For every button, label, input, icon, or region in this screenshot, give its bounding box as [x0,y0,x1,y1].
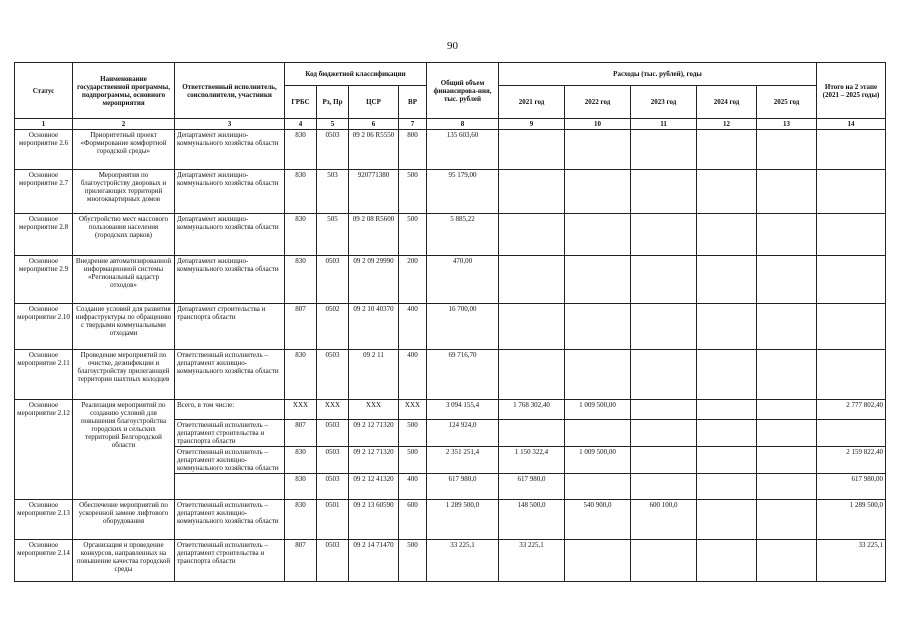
itogo-cell [817,350,886,400]
y2021-cell: 617 980,0 [499,474,565,500]
total-cell: 95 179,00 [427,170,499,214]
itogo-cell: 1 289 500,0 [817,500,886,540]
y2021-cell [499,130,565,170]
status-cell: Основное мероприятие 2.14 [15,540,73,582]
header-2025: 2025 год [757,86,817,119]
name-cell: Проведение мероприятий по очистке, дезинфекции и благоустройству прилегающей территории шахтных колодцев [73,350,175,400]
column-number-11: 11 [631,119,697,130]
executor-cell: Департамент жилищно-коммунального хозяйства области [175,170,285,214]
y2022-cell [565,256,631,304]
y2022-cell [565,214,631,256]
column-number-3: 3 [175,119,285,130]
rzpr-cell: 0503 [317,256,349,304]
name-cell: Обустройство мест массового пользования населения (городских парков) [73,214,175,256]
column-numbers-row [15,119,886,130]
grbs-cell: 830 [285,256,317,304]
rzpr-cell: 0502 [317,304,349,350]
status-cell: Основное мероприятие 2.10 [15,304,73,350]
executor-cell: Ответственный исполнитель – департамент строительства и транспорта области [175,540,285,582]
executor-cell: Ответственный исполнитель – департамент строительства и транспорта области [175,420,285,447]
y2022-cell [565,350,631,400]
rzpr-cell: 0503 [317,420,349,447]
csr-cell: 09 2 12 41320 [349,474,399,500]
itogo-cell [817,304,886,350]
total-cell: 124 924,0 [427,420,499,447]
name-cell: Внедрение автоматизированной информационной системы «Региональный кадастр отходов» [73,256,175,304]
y2023-cell [631,350,697,400]
page-number: 90 [447,40,458,52]
status-cell: Основное мероприятие 2.7 [15,170,73,214]
total-cell: 470,00 [427,256,499,304]
executor-cell: Департамент жилищно-коммунального хозяйства области [175,130,285,170]
status-cell: Основное мероприятие 2.12 [15,400,73,500]
table-row [15,170,886,214]
y2022-cell: 1 009 500,00 [565,447,631,474]
y2022-cell [565,130,631,170]
vr-cell: 500 [399,447,427,474]
csr-cell: 09 2 14 71470 [349,540,399,582]
rzpr-cell: 0501 [317,500,349,540]
column-number-2: 2 [73,119,175,130]
total-cell: 135 603,60 [427,130,499,170]
vr-cell: 800 [399,130,427,170]
table-row [15,130,886,170]
name-cell: Приоритетный проект «Формирование комфортной городской среды» [73,130,175,170]
y2021-cell [499,170,565,214]
y2023-cell [631,540,697,582]
y2023-cell [631,170,697,214]
vr-cell: 500 [399,170,427,214]
column-number-1: 1 [15,119,73,130]
header-executor: Ответственный исполнитель, соисполнители, участники [175,63,285,119]
y2023-cell [631,474,697,500]
y2025-cell [757,447,817,474]
header-status: Статус [15,63,73,119]
itogo-cell: 617 980,00 [817,474,886,500]
total-cell: 33 225,1 [427,540,499,582]
column-number-13: 13 [757,119,817,130]
csr-cell: 09 2 12 71320 [349,447,399,474]
y2022-cell [565,170,631,214]
grbs-cell: 830 [285,130,317,170]
table-row [15,256,886,304]
rzpr-cell: ХХХ [317,400,349,420]
column-number-7: 7 [399,119,427,130]
header-2023: 2023 год [631,86,697,119]
column-number-6: 6 [349,119,399,130]
y2022-cell [565,420,631,447]
header-expenses: Расходы (тыс. рублей), годы [499,63,817,86]
y2023-cell [631,304,697,350]
vr-cell: 400 [399,350,427,400]
vr-cell: 400 [399,474,427,500]
grbs-cell: 830 [285,350,317,400]
status-cell: Основное мероприятие 2.8 [15,214,73,256]
y2024-cell [697,500,757,540]
y2023-cell [631,214,697,256]
total-cell: 3 094 155,4 [427,400,499,420]
executor-cell: Департамент жилищно-коммунального хозяйства области [175,214,285,256]
itogo-cell [817,420,886,447]
csr-cell: 920771380 [349,170,399,214]
total-cell: 2 351 251,4 [427,447,499,474]
itogo-cell: 2 777 802,40 [817,400,886,420]
y2024-cell [697,304,757,350]
total-cell: 1 289 500,0 [427,500,499,540]
total-cell: 617 980,0 [427,474,499,500]
rzpr-cell: 505 [317,214,349,256]
y2023-cell [631,420,697,447]
csr-cell: 09 2 11 [349,350,399,400]
header-budget-code: Код бюджетной классификации [285,63,427,86]
y2025-cell [757,350,817,400]
name-cell: Обеспечение мероприятий по ускоренной замене лифтового оборудования [73,500,175,540]
y2021-cell [499,256,565,304]
table-row [15,350,886,400]
y2021-cell [499,214,565,256]
itogo-cell: 33 225,1 [817,540,886,582]
header-itogo: Итого на 2 этапе (2021 – 2025 годы) [817,63,886,119]
header-grbs: ГРБС [285,86,317,119]
rzpr-cell: 0503 [317,540,349,582]
y2022-cell: 1 009 500,00 [565,400,631,420]
executor-cell: Ответственный исполнитель – департамент жилищно-коммунального хозяйства области [175,447,285,474]
y2021-cell [499,350,565,400]
y2024-cell [697,540,757,582]
header-2022: 2022 год [565,86,631,119]
header-2024: 2024 год [697,86,757,119]
itogo-cell: 2 159 822,40 [817,447,886,474]
y2021-cell [499,304,565,350]
y2022-cell [565,474,631,500]
y2023-cell [631,256,697,304]
column-number-8: 8 [427,119,499,130]
y2023-cell [631,400,697,420]
rzpr-cell: 0503 [317,474,349,500]
itogo-cell [817,170,886,214]
itogo-cell [817,214,886,256]
y2021-cell: 33 225,1 [499,540,565,582]
y2025-cell [757,256,817,304]
csr-cell: 09 2 09 29990 [349,256,399,304]
y2021-cell: 148 500,0 [499,500,565,540]
csr-cell: 09 2 08 R5600 [349,214,399,256]
column-number-14: 14 [817,119,886,130]
y2024-cell [697,474,757,500]
table-row [15,214,886,256]
y2025-cell [757,214,817,256]
total-cell: 69 716,70 [427,350,499,400]
executor-cell: Департамент жилищно-коммунального хозяйства области [175,256,285,304]
column-number-9: 9 [499,119,565,130]
y2022-cell [565,540,631,582]
y2025-cell [757,130,817,170]
y2024-cell [697,447,757,474]
grbs-cell: 807 [285,540,317,582]
header-csr: ЦСР [349,86,399,119]
y2024-cell [697,400,757,420]
header-total-volume: Общий объем финансирова-ния, тыс. рублей [427,63,499,119]
table-row [15,400,886,420]
grbs-cell: 830 [285,447,317,474]
y2024-cell [697,256,757,304]
y2025-cell [757,400,817,420]
grbs-cell: 807 [285,304,317,350]
table-row [15,500,886,540]
grbs-cell: 807 [285,420,317,447]
status-cell: Основное мероприятие 2.11 [15,350,73,400]
status-cell: Основное мероприятие 2.6 [15,130,73,170]
y2024-cell [697,350,757,400]
csr-cell: ХХХ [349,400,399,420]
csr-cell: 09 2 13 60590 [349,500,399,540]
executor-cell: Всего, в том числе: [175,400,285,420]
y2025-cell [757,474,817,500]
grbs-cell: 830 [285,500,317,540]
y2022-cell: 540 900,0 [565,500,631,540]
itogo-cell [817,256,886,304]
header-name: Наименование государственной программы, подпрограммы, основного мероприятия [73,63,175,119]
rzpr-cell: 0503 [317,447,349,474]
rzpr-cell: 503 [317,170,349,214]
grbs-cell: ХХХ [285,400,317,420]
executor-cell: Ответственный исполнитель – департамент жилищно-коммунального хозяйства области [175,500,285,540]
table-row [15,540,886,582]
total-cell: 5 885,22 [427,214,499,256]
total-cell: 16 700,00 [427,304,499,350]
executor-cell: Департамент строительства и транспорта области [175,304,285,350]
vr-cell: 500 [399,540,427,582]
column-number-5: 5 [317,119,349,130]
csr-cell: 09 2 12 71320 [349,420,399,447]
y2024-cell [697,130,757,170]
vr-cell: 400 [399,304,427,350]
grbs-cell: 830 [285,170,317,214]
column-number-10: 10 [565,119,631,130]
vr-cell: 600 [399,500,427,540]
budget-table [14,62,886,582]
name-cell: Создание условий для развития инфраструктуры по обращению с твердыми коммунальными отходами [73,304,175,350]
y2024-cell [697,214,757,256]
header-rzpr: Рз, Пр [317,86,349,119]
csr-cell: 09 2 10 40370 [349,304,399,350]
column-number-4: 4 [285,119,317,130]
header-vr: ВР [399,86,427,119]
header-2021: 2021 год [499,86,565,119]
y2025-cell [757,420,817,447]
table-row [15,304,886,350]
status-cell: Основное мероприятие 2.13 [15,500,73,540]
y2025-cell [757,500,817,540]
y2025-cell [757,170,817,214]
y2023-cell [631,447,697,474]
vr-cell: 500 [399,214,427,256]
y2022-cell [565,304,631,350]
column-number-12: 12 [697,119,757,130]
grbs-cell: 830 [285,214,317,256]
grbs-cell: 830 [285,474,317,500]
executor-cell: Ответственный исполнитель – департамент жилищно-коммунального хозяйства области [175,350,285,400]
y2025-cell [757,304,817,350]
vr-cell: 500 [399,420,427,447]
itogo-cell [817,130,886,170]
vr-cell: 200 [399,256,427,304]
executor-cell [175,474,285,500]
rzpr-cell: 0503 [317,350,349,400]
vr-cell: ХХХ [399,400,427,420]
csr-cell: 09 2 06 R5550 [349,130,399,170]
y2023-cell: 600 100,0 [631,500,697,540]
y2024-cell [697,420,757,447]
name-cell: Реализация мероприятий по созданию условий для повышения благоустройства городских и сельских территорий Белгородской области [73,400,175,500]
y2021-cell [499,420,565,447]
name-cell: Организация и проведение конкурсов, направленных на повышение качества городской среды [73,540,175,582]
rzpr-cell: 0503 [317,130,349,170]
name-cell: Мероприятия по благоустройству дворовых и прилегающих территорий многоквартирных домов [73,170,175,214]
y2024-cell [697,170,757,214]
y2021-cell: 1 768 302,40 [499,400,565,420]
y2023-cell [631,130,697,170]
y2021-cell: 1 150 322,4 [499,447,565,474]
status-cell: Основное мероприятие 2.9 [15,256,73,304]
y2025-cell [757,540,817,582]
